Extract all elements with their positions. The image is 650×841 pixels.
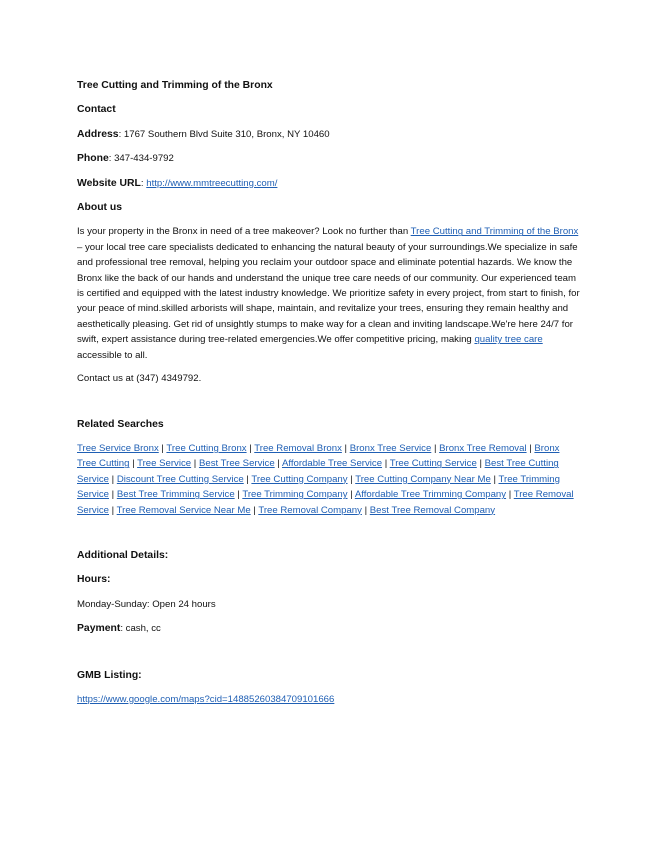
business-title: Tree Cutting and Trimming of the Bronx (77, 80, 273, 91)
link-separator: | (341, 442, 350, 454)
link-separator: | (158, 442, 167, 454)
related-search-link[interactable]: Tree Removal Service (77, 489, 574, 516)
about-business-link[interactable]: Tree Cutting and Trimming of the Bronx (410, 226, 579, 238)
phone-line (77, 151, 580, 166)
address-line (77, 127, 580, 142)
address-value: : 1767 Southern Blvd Suite 310, Bronx, NY 10460 (118, 128, 330, 140)
link-separator: | (191, 458, 199, 470)
link-separator: | (109, 489, 117, 501)
link-separator: | (243, 473, 252, 485)
related-searches-list (77, 441, 580, 518)
website-link[interactable]: http://www.mmtreecutting.com/ (146, 177, 278, 189)
link-separator: | (526, 442, 535, 454)
link-separator: | (490, 473, 499, 485)
gmb-listing-link[interactable]: https://www.google.com/maps?cid=14885260384709101666 (77, 693, 335, 705)
related-search-link[interactable]: Affordable Tree Service (281, 458, 383, 470)
about-text-3: accessible to all. (77, 349, 148, 361)
related-search-link[interactable]: Tree Trimming Service (77, 473, 560, 501)
spacer (77, 395, 580, 417)
about-text-2: – your local tree care specialists dedicated to enhancing the natural beauty of your surroundings.We specialize in safe and professional tree removal, helping you reclaim your outdoor space and eliminate potential hazards. We know the Bronx like the back of our hands and understand the unique tree care needs of our community. Our experienced team is certified and equipped with the latest industry knowledge. We prioritize safety in every project, from start to finish, for your peace of mind.skilled arborists will shape, maintain, and revitalize your trees, ensuring they remain healthy and aesthetically pleasing. Get rid of unsightly stumps to make way for a clean and inviting landscape.We're here 24/7 for swift, expert assistance during tree-related emergencies.We offer competitive pricing, making (77, 241, 580, 346)
payment-value: : cash, cc (120, 623, 161, 635)
payment-label: Payment (77, 623, 121, 635)
related-search-link[interactable]: Tree Cutting Company (251, 473, 348, 485)
link-separator: | (129, 458, 138, 470)
about-paragraph (77, 224, 580, 363)
link-separator: | (109, 504, 117, 516)
related-search-link[interactable]: Tree Cutting Company Near Me (355, 473, 491, 485)
link-separator: | (250, 504, 259, 516)
link-separator: | (234, 489, 243, 501)
related-search-link[interactable]: Tree Service Bronx (77, 442, 159, 454)
additional-details-heading: Additional Details: (77, 549, 169, 561)
website-separator: : (140, 177, 147, 189)
link-separator: | (246, 442, 255, 454)
related-search-link[interactable]: Tree Removal Company (258, 504, 362, 516)
link-separator: | (274, 458, 282, 470)
link-separator: | (347, 489, 355, 501)
link-separator: | (382, 458, 390, 470)
phone-value: : 347-434-9792 (108, 153, 174, 165)
related-search-link[interactable]: Discount Tree Cutting Service (116, 473, 244, 485)
related-search-link[interactable]: Tree Trimming Company (242, 489, 348, 501)
gmb-listing-heading: GMB Listing: (77, 669, 142, 681)
contact-line: Contact us at (347) 4349792. (77, 373, 202, 385)
hours-label: Hours: (77, 574, 111, 586)
related-search-link[interactable]: Tree Removal Bronx (254, 442, 342, 454)
related-search-link[interactable]: Best Tree Cutting Service (77, 458, 559, 485)
related-search-link[interactable]: Best Tree Service (198, 458, 275, 470)
related-search-link[interactable]: Tree Cutting Service (389, 458, 477, 470)
quality-tree-care-link[interactable]: quality tree care (474, 334, 543, 346)
payment-line (77, 621, 580, 636)
related-searches-heading: Related Searches (77, 418, 164, 430)
gmb-line (77, 692, 580, 707)
related-search-link[interactable]: Tree Cutting Bronx (166, 442, 247, 454)
phone-label: Phone (77, 153, 109, 165)
spacer (77, 526, 580, 548)
link-separator: | (431, 442, 440, 454)
about-heading: About us (77, 202, 123, 214)
spacer (77, 646, 580, 668)
related-search-link[interactable]: Bronx Tree Service (349, 442, 432, 454)
link-separator: | (506, 489, 514, 501)
related-search-link[interactable]: Tree Service (137, 458, 192, 470)
related-search-link[interactable]: Bronx Tree Cutting (77, 442, 560, 470)
link-separator: | (476, 458, 485, 470)
website-label: Website URL (77, 177, 141, 189)
related-search-link[interactable]: Tree Removal Service Near Me (116, 504, 251, 516)
hours-value: Monday-Sunday: Open 24 hours (77, 598, 216, 610)
address-label: Address (77, 128, 119, 140)
about-text-1: Is your property in the Bronx in need of a tree makeover? Look no further than (77, 226, 411, 238)
link-separator: | (109, 473, 117, 485)
related-search-link[interactable]: Best Tree Removal Company (369, 504, 496, 516)
link-separator: | (361, 504, 370, 516)
related-search-link[interactable]: Affordable Tree Trimming Company (354, 489, 507, 501)
related-search-link[interactable]: Best Tree Trimming Service (116, 489, 235, 501)
link-separator: | (347, 473, 356, 485)
contact-heading: Contact (77, 104, 116, 116)
related-search-link[interactable]: Bronx Tree Removal (439, 442, 527, 454)
website-line (77, 176, 580, 191)
